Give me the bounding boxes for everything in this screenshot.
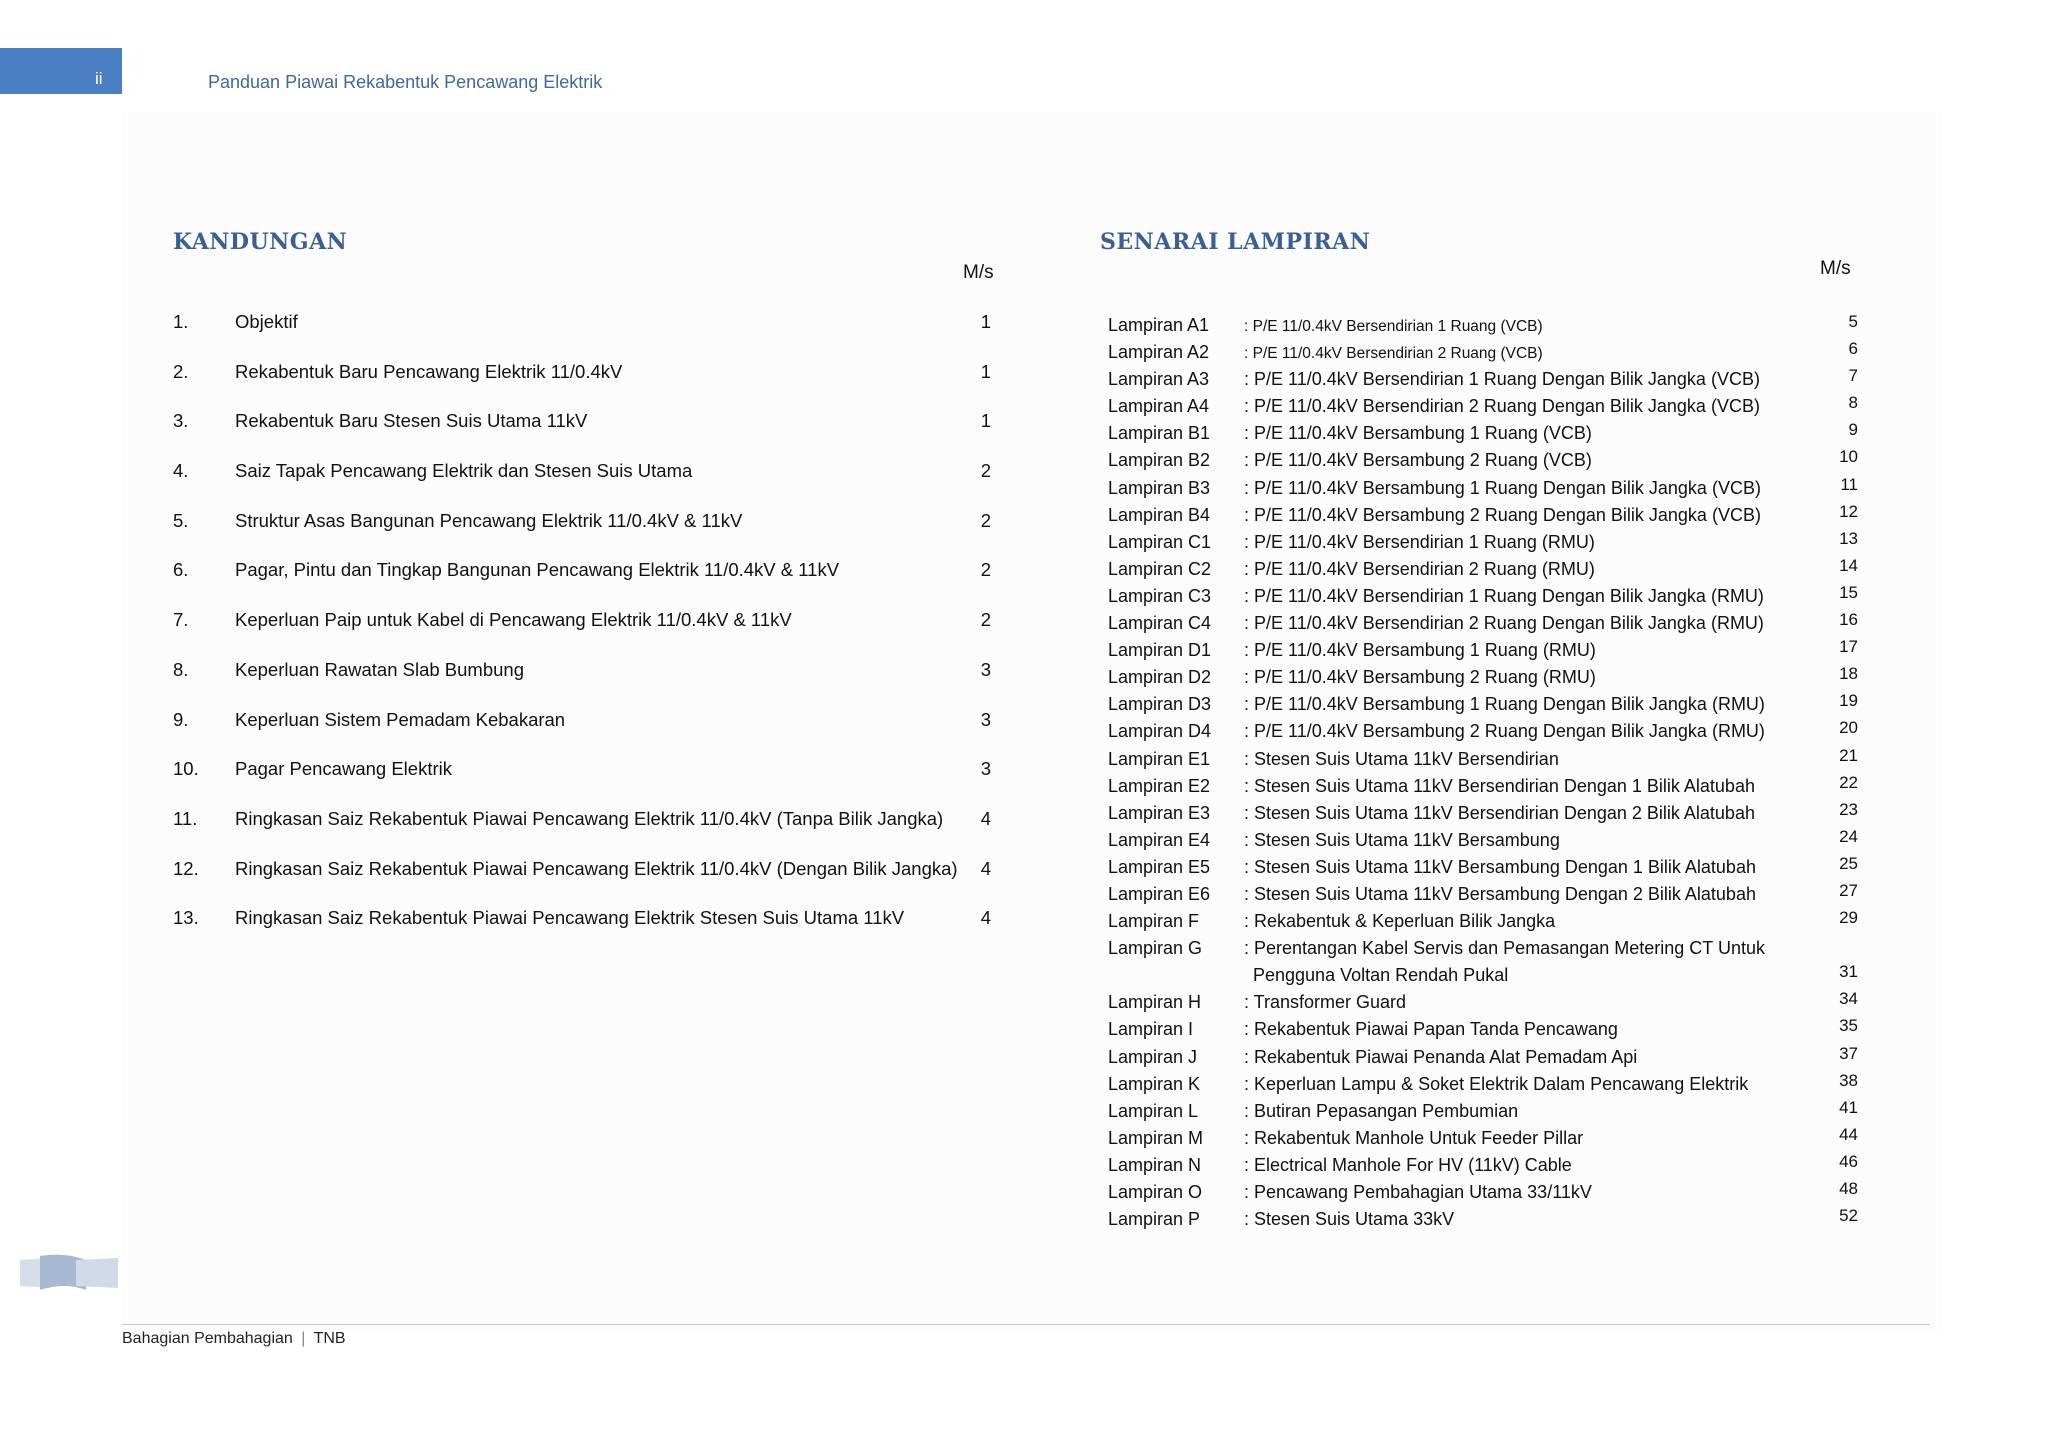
contents-item-title: Keperluan Sistem Pemadam Kebakaran — [235, 708, 566, 730]
appendix-page-column-label: M/s — [1820, 258, 1851, 279]
appendix-item[interactable] — [1108, 394, 1858, 421]
appendix-item-page: 9 — [1848, 420, 1858, 440]
appendix-item-page: 18 — [1839, 664, 1858, 684]
appendix-item-label: Lampiran L — [1108, 1100, 1199, 1121]
document-title: Panduan Piawai Rekabentuk Pencawang Elektrik — [208, 72, 603, 92]
appendix-item[interactable] — [1108, 1153, 1858, 1180]
appendix-item-page: 12 — [1839, 501, 1858, 521]
appendix-item-label: Lampiran C3 — [1108, 585, 1212, 606]
appendix-item[interactable] — [1108, 1045, 1858, 1072]
appendix-item-label: Lampiran C1 — [1108, 531, 1212, 552]
appendix-item[interactable] — [1108, 1072, 1858, 1099]
appendix-item[interactable] — [1108, 503, 1858, 530]
appendix-item-title: : Electrical Manhole For HV (11kV) Cable — [1244, 1154, 1572, 1175]
contents-item-number: 1. — [173, 311, 189, 332]
appendix-item-label: Lampiran B3 — [1108, 477, 1211, 498]
contents-item-page: 4 — [980, 907, 991, 929]
appendix-item-page: 21 — [1839, 745, 1858, 765]
contents-item-number: 10. — [173, 758, 199, 780]
appendix-item-label: Lampiran E1 — [1108, 748, 1211, 769]
page-number-badge — [0, 48, 122, 94]
contents-item-page: 2 — [980, 609, 991, 631]
appendix-item-title: : Rekabentuk Manhole Untuk Feeder Pillar — [1244, 1127, 1584, 1148]
appendix-item[interactable] — [1108, 665, 1858, 692]
contents-item-page: 1 — [980, 311, 991, 332]
appendix-item[interactable] — [1108, 638, 1858, 665]
contents-item-number: 5. — [173, 509, 189, 531]
appendix-item[interactable] — [1108, 828, 1858, 855]
footer-separator: | — [301, 1330, 306, 1347]
appendix-heading: SENARAI LAMPIRAN — [1100, 229, 1371, 255]
appendix-item-title: : Perentangan Kabel Servis dan Pemasangan Metering CT Untuk — [1244, 938, 1765, 959]
appendix-item[interactable] — [1108, 774, 1858, 801]
appendix-item[interactable] — [1108, 990, 1858, 1017]
appendix-item-title: : P/E 11/0.4kV Bersambung 1 Ruang (VCB) — [1244, 423, 1592, 444]
contents-item-page: 2 — [980, 559, 991, 581]
appendix-item[interactable] — [1108, 530, 1858, 557]
appendix-item-page: 19 — [1839, 691, 1858, 711]
appendix-item[interactable] — [1108, 557, 1858, 584]
contents-item-title: Rekabentuk Baru Stesen Suis Utama 11kV — [235, 410, 588, 432]
appendix-item[interactable] — [1108, 1017, 1858, 1044]
contents-item-number: 7. — [173, 609, 189, 631]
appendix-item-page: 31 — [1839, 962, 1858, 982]
appendix-item-label: Lampiran A2 — [1108, 342, 1210, 363]
appendix-item-title: : P/E 11/0.4kV Bersambung 2 Ruang Dengan Bilik Jangka (VCB) — [1244, 504, 1761, 525]
appendix-item-title: : P/E 11/0.4kV Bersendirian 1 Ruang (RMU) — [1244, 531, 1595, 552]
appendix-item-title: : Transformer Guard — [1244, 992, 1407, 1013]
footer-company: TNB — [313, 1330, 346, 1347]
appendix-item[interactable] — [1108, 855, 1858, 882]
appendix-item[interactable] — [1108, 719, 1858, 746]
contents-item-page: 2 — [980, 460, 991, 482]
appendix-item-label: Lampiran G — [1108, 938, 1203, 959]
contents-item-number: 11. — [173, 807, 198, 829]
appendix-item-page: 24 — [1839, 826, 1858, 846]
appendix-item-title: : Butiran Pepasangan Pembumian — [1244, 1100, 1519, 1121]
appendix-item-title: : P/E 11/0.4kV Bersendirian 1 Ruang Dengan Bilik Jangka (VCB) — [1244, 369, 1760, 390]
appendix-item-page: 48 — [1839, 1179, 1858, 1198]
appendix-item-title: : Rekabentuk Piawai Penanda Alat Pemadam Api — [1244, 1046, 1638, 1067]
appendix-item[interactable] — [1108, 909, 1858, 936]
contents-heading: KANDUNGAN — [173, 229, 348, 255]
contents-item[interactable] — [173, 509, 1003, 559]
appendix-item[interactable] — [1108, 801, 1858, 828]
contents-item-number: 8. — [173, 658, 189, 680]
appendix-item-page: 13 — [1839, 528, 1858, 548]
contents-item-title: Saiz Tapak Pencawang Elektrik dan Stesen Suis Utama — [235, 460, 693, 482]
appendix-item-label: Lampiran D1 — [1108, 640, 1212, 661]
contents-item[interactable] — [173, 807, 1003, 857]
appendix-item-label: Lampiran H — [1108, 992, 1202, 1013]
appendix-item-label: Lampiran K — [1108, 1073, 1201, 1094]
appendix-item-label: Lampiran E6 — [1108, 883, 1211, 904]
appendix-item-title: : P/E 11/0.4kV Bersendirian 2 Ruang Dengan Bilik Jangka (VCB) — [1244, 396, 1760, 417]
appendix-item-page: 10 — [1839, 447, 1858, 467]
contents-item[interactable] — [173, 857, 1003, 907]
appendix-item[interactable] — [1108, 611, 1858, 638]
appendix-item-label: Lampiran D2 — [1108, 667, 1212, 688]
contents-item-title: Ringkasan Saiz Rekabentuk Piawai Pencawang Elektrik 11/0.4kV (Dengan Bilik Jangka) — [235, 857, 958, 879]
contents-item[interactable] — [173, 658, 1003, 708]
contents-item-number: 4. — [173, 460, 189, 482]
appendix-item[interactable] — [1108, 692, 1858, 719]
appendix-item-page: 17 — [1839, 637, 1858, 657]
appendix-item-title: : Stesen Suis Utama 11kV Bersambung Dengan 2 Bilik Alatubah — [1244, 883, 1756, 904]
appendix-item-label: Lampiran C4 — [1108, 613, 1212, 634]
appendix-item-label: Lampiran B4 — [1108, 504, 1211, 525]
appendix-item-page: 38 — [1839, 1070, 1858, 1090]
appendix-item-label: Lampiran D4 — [1108, 721, 1212, 742]
contents-item-page: 3 — [980, 758, 991, 780]
appendix-item-page: 46 — [1839, 1151, 1858, 1171]
appendix-item-label: Lampiran B2 — [1108, 450, 1211, 471]
appendix-item-label: Lampiran F — [1108, 911, 1200, 932]
contents-item-title: Pagar, Pintu dan Tingkap Bangunan Pencawang Elektrik 11/0.4kV & 11kV — [235, 559, 840, 581]
appendix-item-page: 25 — [1839, 853, 1858, 873]
appendix-item-page: 44 — [1839, 1124, 1858, 1144]
appendix-item-title: : Pencawang Pembahagian Utama 33/11kV — [1244, 1182, 1592, 1202]
appendix-item-title: : Stesen Suis Utama 11kV Bersendirian Dengan 2 Bilik Alatubah — [1244, 802, 1755, 823]
appendix-item[interactable] — [1108, 1207, 1858, 1234]
contents-list — [173, 310, 1003, 956]
appendix-item-label: Lampiran E2 — [1108, 775, 1211, 796]
appendix-item[interactable] — [1108, 882, 1858, 909]
contents-item-title: Pagar Pencawang Elektrik — [235, 758, 452, 780]
appendix-item-page: 23 — [1839, 799, 1858, 819]
contents-item[interactable] — [173, 558, 1003, 608]
appendix-item-title: : Stesen Suis Utama 11kV Bersendirian — [1244, 748, 1559, 769]
contents-item[interactable] — [173, 459, 1003, 509]
contents-item-number: 9. — [173, 708, 189, 730]
footer — [122, 1330, 346, 1348]
appendix-item-title: : Rekabentuk & Keperluan Bilik Jangka — [1244, 911, 1556, 932]
contents-item-page: 1 — [980, 360, 991, 382]
appendix-item-label: Lampiran C2 — [1108, 558, 1212, 579]
decorative-ribbon-graphic — [20, 1254, 120, 1292]
appendix-item[interactable] — [1108, 1180, 1858, 1207]
appendix-item[interactable] — [1108, 313, 1858, 340]
contents-item-title: Struktur Asas Bangunan Pencawang Elektrik 11/0.4kV & 11kV — [235, 509, 743, 531]
contents-item-page: 4 — [980, 857, 991, 879]
appendix-item-title: : P/E 11/0.4kV Bersambung 1 Ruang Dengan Bilik Jangka (RMU) — [1244, 694, 1765, 715]
appendix-item-label: Lampiran E5 — [1108, 856, 1211, 877]
contents-item-title: Keperluan Paip untuk Kabel di Pencawang Elektrik 11/0.4kV & 11kV — [235, 609, 792, 631]
appendix-item-title: : P/E 11/0.4kV Bersambung 1 Ruang Dengan Bilik Jangka (VCB) — [1244, 477, 1761, 498]
appendix-item-page: 20 — [1839, 718, 1858, 738]
appendix-list — [1108, 313, 1858, 1234]
appendix-item-title: : P/E 11/0.4kV Bersambung 2 Ruang (VCB) — [1244, 450, 1592, 471]
appendix-item-page: 29 — [1839, 908, 1858, 928]
contents-item-title: Ringkasan Saiz Rekabentuk Piawai Pencawang Elektrik 11/0.4kV (Tanpa Bilik Jangka) — [235, 807, 944, 829]
contents-item[interactable] — [173, 310, 1003, 360]
appendix-item[interactable] — [1108, 584, 1858, 611]
appendix-item-page: 37 — [1839, 1043, 1858, 1063]
appendix-item-title: : P/E 11/0.4kV Bersendirian 2 Ruang (VCB) — [1244, 345, 1543, 363]
appendix-item-title: : P/E 11/0.4kV Bersendirian 2 Ruang (RMU) — [1244, 558, 1595, 579]
appendix-item[interactable] — [1108, 1099, 1858, 1126]
contents-item[interactable] — [173, 360, 1003, 410]
appendix-item-label: Lampiran N — [1108, 1154, 1202, 1175]
appendix-item[interactable] — [1108, 936, 1858, 990]
appendix-item-title: : P/E 11/0.4kV Bersambung 2 Ruang Dengan Bilik Jangka (RMU) — [1244, 721, 1765, 742]
contents-item[interactable] — [173, 708, 1003, 758]
contents-item[interactable] — [173, 906, 1003, 956]
appendix-item-page: 8 — [1848, 393, 1858, 413]
contents-item-page: 3 — [980, 658, 991, 680]
appendix-item[interactable] — [1108, 421, 1858, 448]
footer-department: Bahagian Pembahagian — [122, 1330, 293, 1347]
appendix-item-page: 7 — [1848, 366, 1858, 386]
contents-item-number: 3. — [173, 410, 189, 432]
appendix-item-label: Lampiran A3 — [1108, 369, 1210, 390]
appendix-item-page: 15 — [1839, 582, 1858, 602]
appendix-item-label: Lampiran O — [1108, 1182, 1203, 1202]
appendix-item-page: 41 — [1839, 1097, 1858, 1117]
contents-item-title: Ringkasan Saiz Rekabentuk Piawai Pencawang Elektrik Stesen Suis Utama 11kV — [235, 907, 905, 929]
appendix-item-page: 22 — [1839, 772, 1858, 792]
appendix-item-page: 27 — [1839, 880, 1858, 900]
appendix-item-page: 6 — [1848, 339, 1858, 359]
contents-item[interactable] — [173, 757, 1003, 807]
contents-item-page: 2 — [980, 509, 991, 531]
appendix-item-title: : P/E 11/0.4kV Bersendirian 2 Ruang Dengan Bilik Jangka (RMU) — [1244, 613, 1764, 634]
appendix-item-title-continuation: Pengguna Voltan Rendah Pukal — [1253, 965, 1509, 986]
appendix-item-label: Lampiran A1 — [1108, 315, 1210, 335]
contents-item-number: 13. — [173, 907, 199, 929]
appendix-item-label: Lampiran J — [1108, 1046, 1198, 1067]
contents-item[interactable] — [173, 409, 1003, 459]
appendix-item-title: : Stesen Suis Utama 33kV — [1244, 1209, 1455, 1230]
appendix-item-page: 35 — [1839, 1016, 1858, 1036]
page-number: ii — [95, 69, 103, 88]
contents-item-page: 4 — [980, 807, 991, 829]
appendix-item-page: 52 — [1839, 1206, 1858, 1226]
appendix-item-label: Lampiran M — [1108, 1127, 1204, 1148]
appendix-item-title: : Stesen Suis Utama 11kV Bersambung — [1244, 829, 1560, 850]
appendix-item-title: : Keperluan Lampu & Soket Elektrik Dalam Pencawang Elektrik — [1244, 1073, 1749, 1094]
contents-item-page: 1 — [980, 410, 991, 432]
appendix-item-label: Lampiran B1 — [1108, 423, 1211, 444]
contents-item-title: Keperluan Rawatan Slab Bumbung — [235, 658, 524, 680]
appendix-item[interactable] — [1108, 340, 1858, 367]
appendix-item-page: 34 — [1839, 989, 1858, 1009]
appendix-item-title: : Stesen Suis Utama 11kV Bersambung Dengan 1 Bilik Alatubah — [1244, 856, 1756, 877]
appendix-item-page: 5 — [1848, 312, 1858, 331]
appendix-item[interactable] — [1108, 1126, 1858, 1153]
contents-page-column-label: M/s — [963, 262, 994, 283]
contents-item-title: Objektif — [235, 311, 298, 332]
appendix-item-page: 11 — [1840, 474, 1858, 494]
appendix-item[interactable] — [1108, 476, 1858, 503]
appendix-item-title: : P/E 11/0.4kV Bersendirian 1 Ruang (VCB) — [1244, 318, 1543, 335]
appendix-item-label: Lampiran E4 — [1108, 829, 1211, 850]
appendix-item-title: : P/E 11/0.4kV Bersambung 1 Ruang (RMU) — [1244, 640, 1596, 661]
appendix-item-label: Lampiran I — [1108, 1019, 1194, 1040]
contents-item-number: 2. — [173, 360, 189, 382]
appendix-item-label: Lampiran D3 — [1108, 694, 1212, 715]
appendix-item-label: Lampiran P — [1108, 1209, 1201, 1230]
contents-item-page: 3 — [980, 708, 991, 730]
appendix-item-page: 16 — [1839, 610, 1858, 630]
contents-item-number: 6. — [173, 559, 189, 581]
appendix-item-title: : P/E 11/0.4kV Bersendirian 1 Ruang Dengan Bilik Jangka (RMU) — [1244, 585, 1764, 606]
appendix-item-label: Lampiran A4 — [1108, 396, 1210, 417]
appendix-item-label: Lampiran E3 — [1108, 802, 1211, 823]
appendix-item-title: : P/E 11/0.4kV Bersambung 2 Ruang (RMU) — [1244, 667, 1596, 688]
appendix-item-title: : Stesen Suis Utama 11kV Bersendirian Dengan 1 Bilik Alatubah — [1244, 775, 1755, 796]
appendix-item[interactable] — [1108, 448, 1858, 475]
appendix-item-page: 14 — [1839, 555, 1858, 575]
contents-item[interactable] — [173, 608, 1003, 658]
appendix-item[interactable] — [1108, 367, 1858, 394]
footer-divider — [122, 1324, 1930, 1325]
appendix-item-title: : Rekabentuk Piawai Papan Tanda Pencawang — [1244, 1019, 1618, 1040]
appendix-item[interactable] — [1108, 747, 1858, 774]
contents-item-title: Rekabentuk Baru Pencawang Elektrik 11/0.4kV — [235, 360, 623, 382]
contents-item-number: 12. — [173, 857, 199, 879]
